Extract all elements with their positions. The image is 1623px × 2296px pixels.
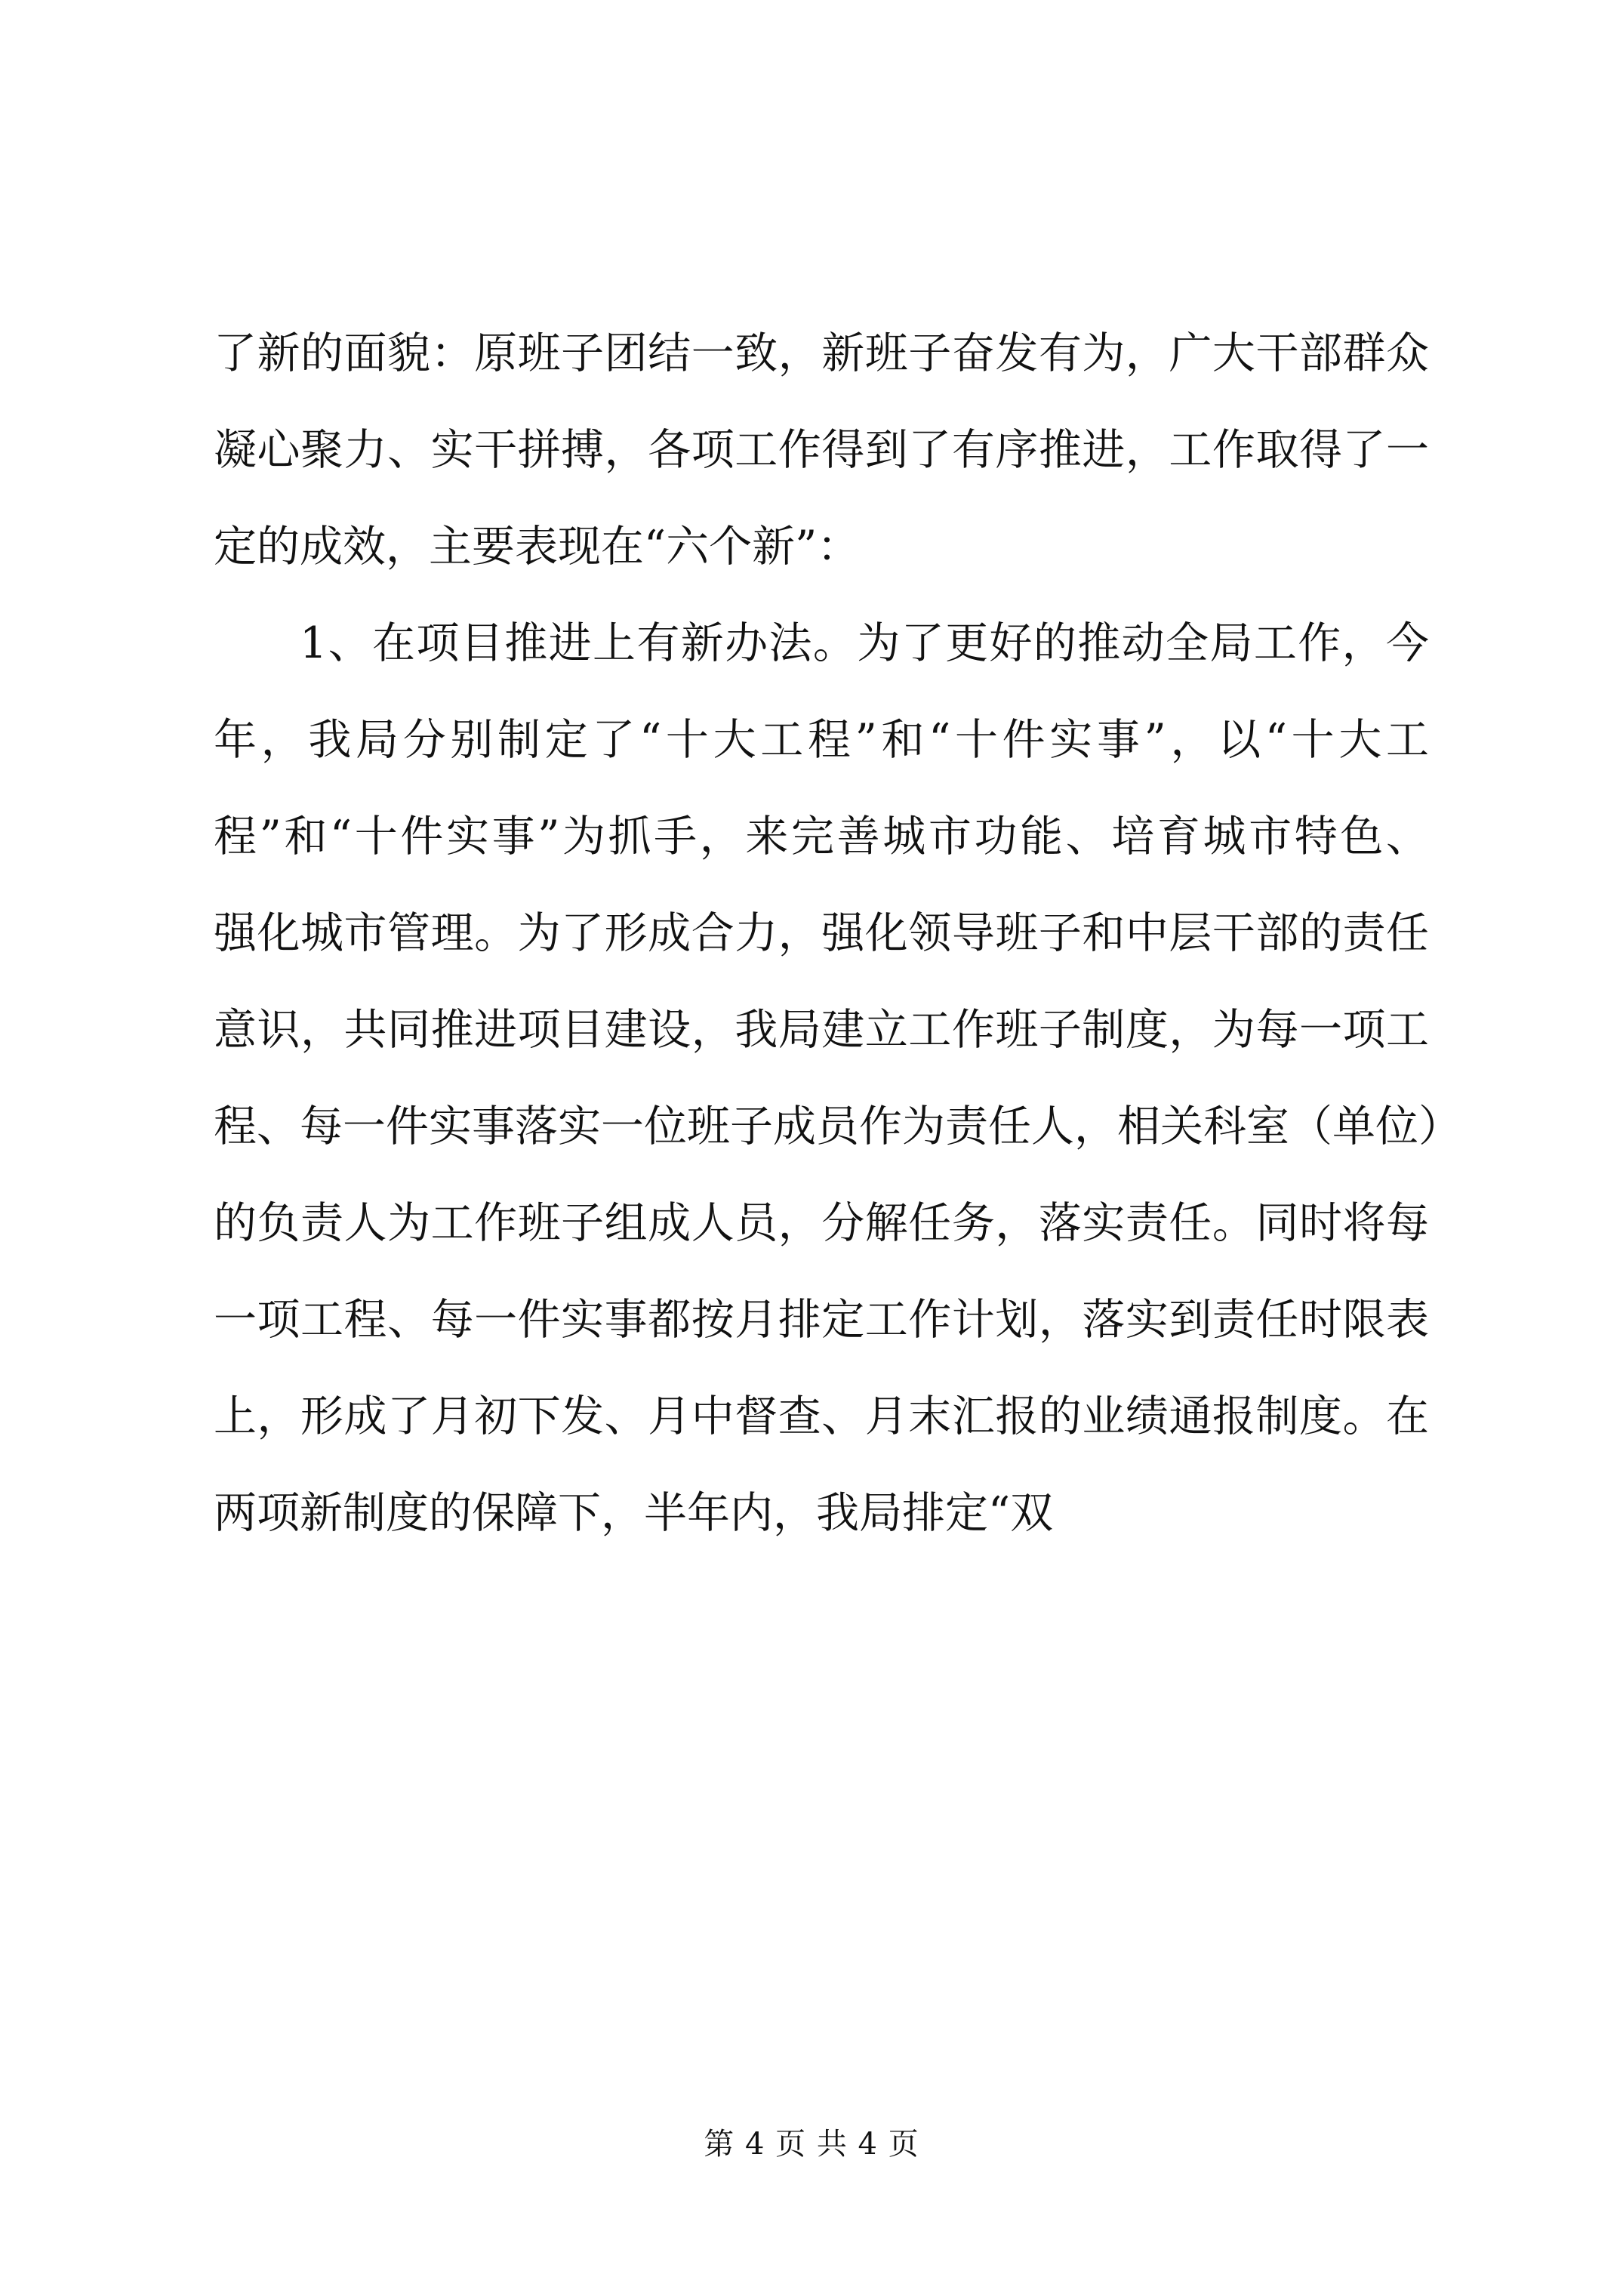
text-line: 两项新制度的保障下，半年内，我局排定“双 — [214, 1488, 1054, 1538]
body-text — [214, 305, 1461, 1561]
text-line: 强化城市管理。为了形成合力，强化领导班子和中层干部的责任 — [214, 908, 1429, 958]
page-number-footer: 第 4 页 共 4 页 — [704, 2127, 919, 2162]
text-line: 的负责人为工作班子组成人员，分解任务，落实责任。同时将每 — [214, 1198, 1429, 1248]
text-line: 年，我局分别制定了“十大工程”和“十件实事”，以“十大工 — [214, 715, 1429, 765]
text-line: 意识，共同推进项目建设，我局建立工作班子制度，为每一项工 — [214, 1005, 1429, 1055]
text-line: 程、每一件实事落实一位班子成员作为责任人，相关科室（单位） — [214, 1102, 1461, 1151]
text-line: 凝心聚力、实干拼搏，各项工作得到了有序推进，工作取得了一 — [214, 425, 1429, 475]
paragraph-project-promotion — [214, 595, 1461, 1561]
text-line: 程”和“十件实事”为抓手，来完善城市功能、培育城市特色、 — [214, 812, 1429, 861]
text-line: 上，形成了月初下发、月中督查、月末汇报的业绩通报制度。在 — [214, 1391, 1429, 1441]
text-line: 1、在项目推进上有新办法。为了更好的推动全局工作，今 — [300, 618, 1429, 668]
text-line: 一项工程、每一件实事都按月排定工作计划，落实到责任时限表 — [214, 1295, 1429, 1345]
text-line: 定的成效，主要表现在“六个新”： — [214, 522, 861, 572]
paragraph-continued — [214, 305, 1429, 595]
text-line: 了新的面貌：原班子团结一致，新班子奋发有为，广大干部群众 — [214, 328, 1429, 378]
